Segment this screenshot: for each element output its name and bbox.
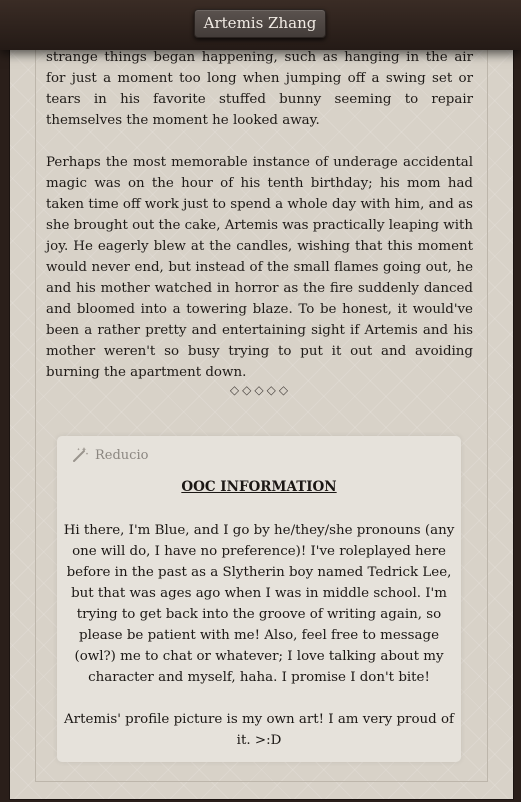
magic-wand-icon [71,446,89,464]
reducio-toggle[interactable] [71,446,148,464]
story-text [46,47,473,404]
profile-title: Artemis Zhang [194,9,326,38]
ooc-title: OOC INFORMATION [181,479,337,495]
reducio-label: Reducio [95,447,149,463]
ooc-box [57,436,461,762]
story-paragraph: strange things began happening, such as hanging in the air for just a moment too long when jumping off a swing set or tears in his favorite stuffed bunny seeming to repair themselves the moment he looked away. [46,50,473,128]
section-divider: ◇◇◇◇◇ [229,383,292,397]
top-bar [0,0,521,50]
ooc-body [63,520,455,772]
ooc-paragraph: Artemis' profile picture is my own art! I am very proud of it. >:D [64,712,454,748]
ooc-paragraph: Hi there, I'm Blue, and I go by he/they/she pronouns (any one will do, I have no preference)! I've roleplayed here before in the past as a Slytherin boy named Tedrick Lee, but that was ages ago when I was in middle school. I'm trying to get back into the groove of writing again, so please be patient with me! Also, feel free to message (owl?) me to chat or whatever; I love talking about my character and myself, haha. I promise I don't bite! [63,523,455,685]
story-paragraph: Perhaps the most memorable instance of underage accidental magic was on the hour of his tenth birthday; his mom had taken time off work just to spend a whole day with him, and as she brought out the cake, Artemis was practically leaping with joy. He eagerly blew at the candles, wishing that this moment would never end, but instead of the small flames going out, he and his mother watched in horror as the fire suddenly danced and bloomed into a towering blaze. To be honest, it would've been a rather pretty and entertaining sight if Artemis and his mother weren't so busy trying to put it out and avoiding burning the apartment down. [46,155,474,380]
